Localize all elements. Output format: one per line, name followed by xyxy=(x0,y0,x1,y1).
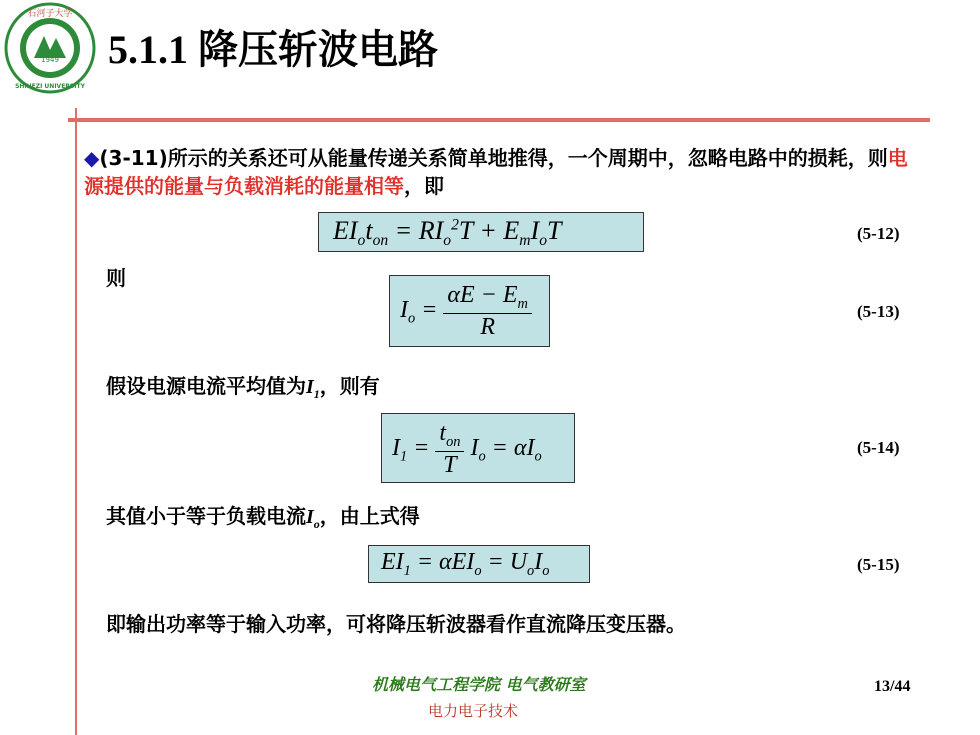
equation-5-14-box xyxy=(381,413,575,483)
assume-text-b: ，则有 xyxy=(319,374,380,398)
equation-5-15-box xyxy=(368,545,590,583)
diamond-bullet-icon: ◆ xyxy=(84,146,100,170)
course-name: 电力电子技术 xyxy=(428,702,519,720)
value-text: 其值小于等于负载电流$I_o$，由上式得 xyxy=(106,504,420,531)
equation-number: (5-14) xyxy=(857,438,900,457)
assume-text-a: 假设电源电流平均值为 xyxy=(106,374,306,398)
equation-number: (5-15) xyxy=(857,555,900,574)
equation-5-13: $I_o$ = $\frac{\alpha E - E_m}{R}$ xyxy=(400,282,532,341)
page-title: 5.1.1 降压斩波电路 xyxy=(108,27,438,72)
page-number: 13/44 xyxy=(874,678,911,695)
equation-number: (5-13) xyxy=(857,302,900,321)
equation-number: (5-12) xyxy=(857,224,900,243)
value-text-b: ，由上式得 xyxy=(319,504,420,528)
equation-5-12: $EI_ot_{on} = RI_o^2T + E_mI_oT$ xyxy=(333,216,562,250)
intro-paragraph xyxy=(84,144,914,200)
conclusion-text: 即输出功率等于输入功率，可将降压斩波器看作直流降压变压器。 xyxy=(106,612,686,636)
svg-text:石河子大学: 石河子大学 xyxy=(27,9,73,19)
university-logo xyxy=(4,2,96,94)
department-name: 机械电气工程学院 电气教研室 xyxy=(372,675,586,694)
assume-text: 假设电源电流平均值为$I_1$，则有 xyxy=(106,374,380,401)
then-text: 则 xyxy=(106,266,126,290)
intro-highlight: 电源提供的能量与负载消耗的能量相等 xyxy=(84,146,908,198)
equation-5-15: $EI_1 = \alpha EI_o = U_oI_o$ xyxy=(381,549,550,579)
intro-prefix: (3-11)所示的关系还可从能量传递关系简单地推得，一个周期中，忽略电路中的损耗，则 xyxy=(99,146,888,170)
equation-5-14: $I_1$ = $\frac{t_{on}}{T}$ $I_o = \alpha I_o$ xyxy=(392,420,542,478)
svg-text:1949: 1949 xyxy=(41,56,59,64)
equation-5-13-box xyxy=(389,275,550,347)
title-underline xyxy=(68,118,930,122)
svg-text:SHIHEZI UNIVERSITY: SHIHEZI UNIVERSITY xyxy=(15,83,85,90)
left-accent-line xyxy=(75,108,77,735)
value-text-a: 其值小于等于负载电流 xyxy=(106,504,306,528)
intro-suffix: ，即 xyxy=(404,174,444,198)
equation-5-12-box xyxy=(318,212,644,252)
